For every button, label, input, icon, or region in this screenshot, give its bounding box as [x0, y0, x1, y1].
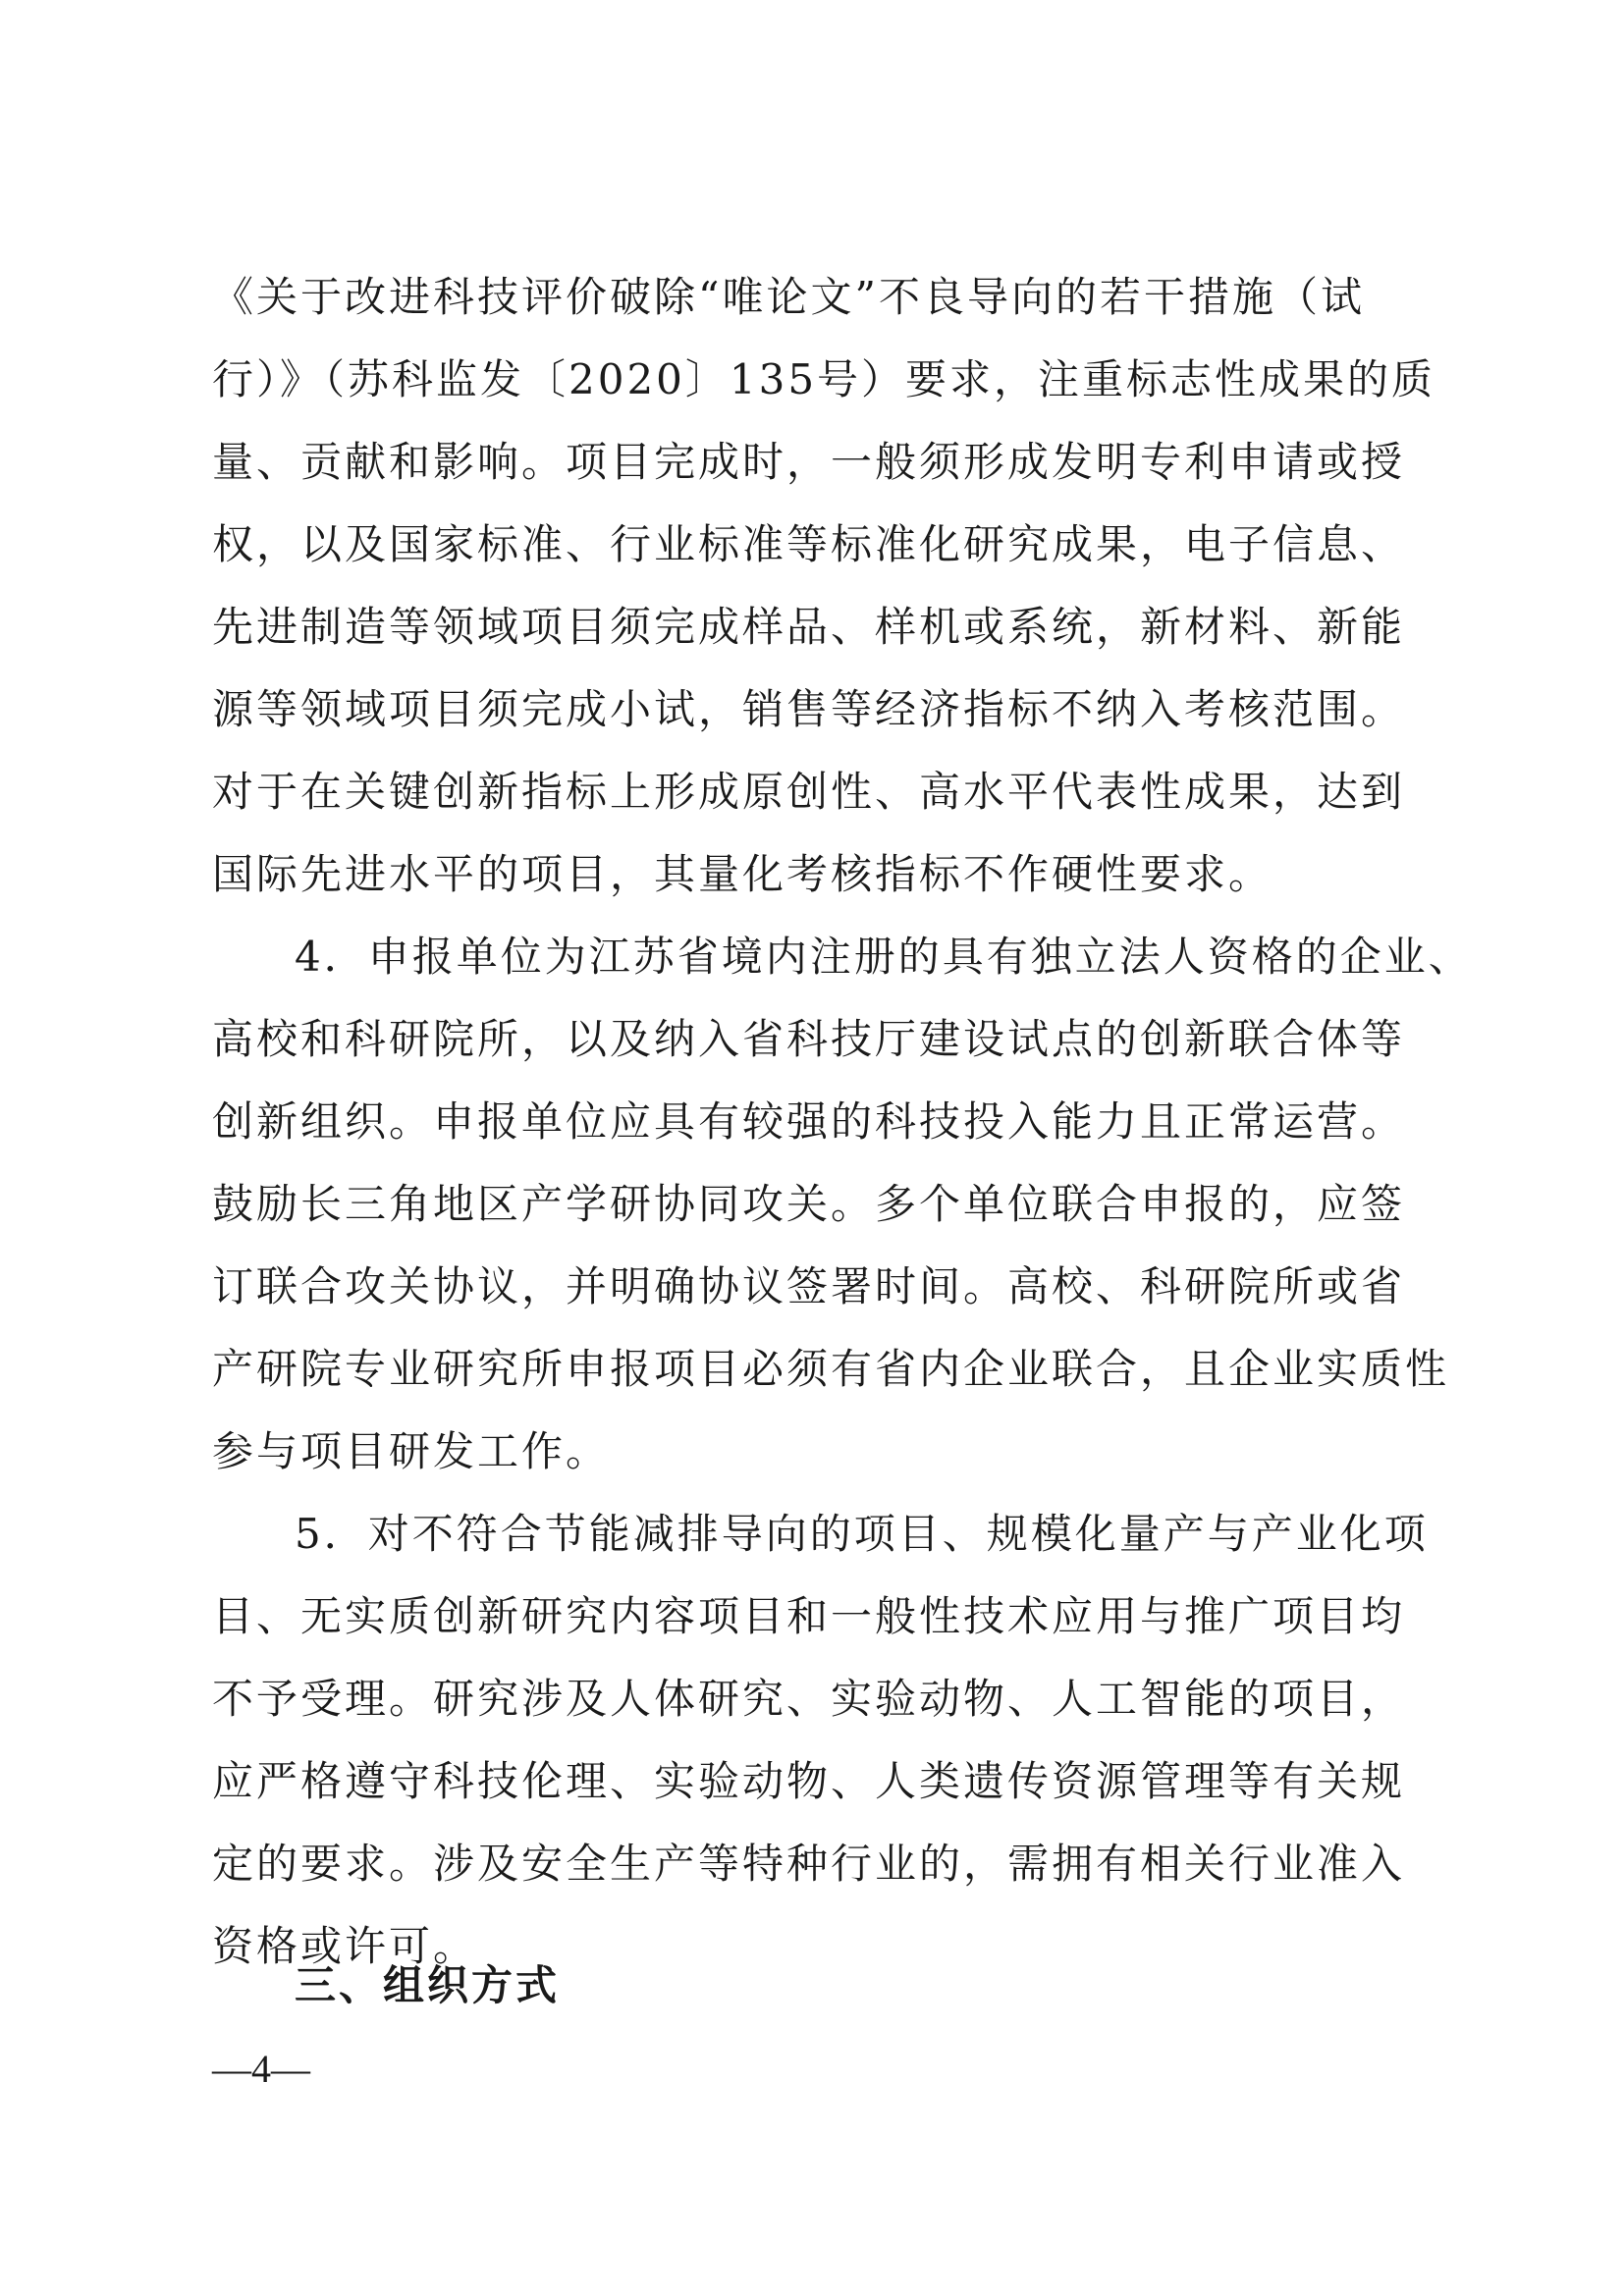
body-text-line: 高校和科研院所，以及纳入省科技厅建设试点的创新联合体等	[212, 1015, 1406, 1063]
body-text-line: 鼓励长三角地区产学研协同攻关。多个单位联合申报的，应签	[212, 1180, 1406, 1228]
body-text-line: 量、贡献和影响。项目完成时，一般须形成发明专利申请或授	[212, 438, 1406, 486]
body-text-line: 参与项目研发工作。	[212, 1427, 611, 1475]
body-text-line: 定的要求。涉及安全生产等特种行业的，需拥有相关行业准入	[212, 1840, 1406, 1888]
body-text-line: 对于在关键创新指标上形成原创性、高水平代表性成果，达到	[212, 768, 1406, 816]
body-text-line: 行）》（苏科监发〔2020〕135号）要求，注重标志性成果的质	[212, 355, 1436, 403]
body-text-line: 国际先进水平的项目，其量化考核指标不作硬性要求。	[212, 850, 1273, 898]
body-text-line: 资格或许可。	[212, 1922, 478, 1970]
body-text-line: 应严格遵守科技伦理、实验动物、人类遗传资源管理等有关规	[212, 1757, 1406, 1805]
section-heading: 三、组织方式	[295, 1961, 561, 2009]
body-text-line: 创新组织。申报单位应具有较强的科技投入能力且正常运营。	[212, 1097, 1406, 1146]
paragraph-item-5-start: 5．对不符合节能减排导向的项目、规模化量产与产业化项	[295, 1510, 1429, 1558]
body-text-line: 《关于改进科技评价破除“唯论文”不良导向的若干措施（试	[212, 273, 1365, 321]
body-text-line: 不予受理。研究涉及人体研究、实验动物、人工智能的项目，	[212, 1675, 1406, 1723]
page-number: —4—	[212, 2047, 310, 2091]
body-text-line: 产研院专业研究所申报项目必须有省内企业联合，且企业实质性	[212, 1345, 1450, 1393]
body-text-line: 订联合攻关协议，并明确协议签署时间。高校、科研院所或省	[212, 1262, 1406, 1310]
body-text-line: 先进制造等领域项目须完成样品、样机或系统，新材料、新能	[212, 603, 1406, 651]
body-text-line: 权，以及国家标准、行业标准等标准化研究成果，电子信息、	[212, 520, 1406, 568]
paragraph-item-4-start: 4．申报单位为江苏省境内注册的具有独立法人资格的企业、	[295, 933, 1473, 981]
body-text-line: 目、无实质创新研究内容项目和一般性技术应用与推广项目均	[212, 1592, 1406, 1640]
body-text-line: 源等领域项目须完成小试，销售等经济指标不纳入考核范围。	[212, 685, 1406, 733]
